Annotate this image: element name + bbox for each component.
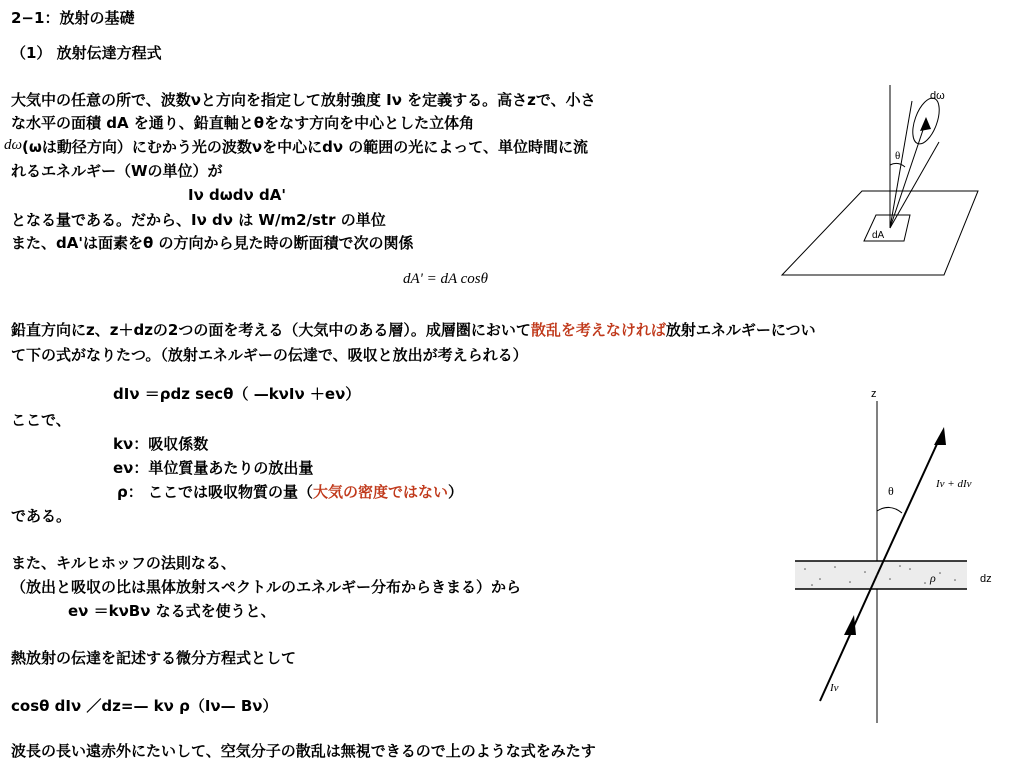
solid-angle-figure <box>780 83 980 288</box>
fig2-I-plus-dI: Iν + dIν <box>936 478 972 490</box>
beam-lower-arrowhead <box>844 615 856 635</box>
beam-upper <box>877 433 942 575</box>
kokode-label: ここで、 <box>11 411 71 429</box>
def-k: kν：吸収係数 <box>113 435 209 453</box>
para1-line1: 大気中の任意の所で、波数νと方向を指定して放射強度 Iν を定義する。高さzで、小さ <box>11 91 596 109</box>
beam-upper-arrowhead <box>934 427 946 445</box>
beam-lower <box>820 575 877 701</box>
section-subheading: （1） 放射伝達方程式 <box>11 44 162 62</box>
def-rho-highlight: 大気の密度ではない <box>312 483 448 501</box>
para1-line3: (ωは動径方向）にむかう光の波数νを中心にdν の範囲の光によって、単位時間に流 <box>22 138 588 156</box>
theta-arc-2 <box>877 507 902 513</box>
fig2-dz: dz <box>980 573 992 585</box>
fig1-theta: θ <box>895 150 901 162</box>
formula1: Iν dωdν dA' <box>188 186 286 204</box>
heat-line: 熱放射の伝達を記述する微分方程式として <box>11 649 297 667</box>
fig2-rho: ρ <box>930 571 936 585</box>
def-e: eν：単位質量あたりの放出量 <box>113 459 314 477</box>
para2-line1: となる量である。だから、Iν dν は W/m2/str の単位 <box>11 211 386 229</box>
domega-inline: dω <box>4 137 23 153</box>
fig2-I: Iν <box>830 682 839 694</box>
def-rho: ρ： ここでは吸収物質の量（大気の密度ではない） <box>117 483 463 501</box>
para2-line2: また、dA'は面素をθ の方向から見た時の断面積で次の関係 <box>11 234 414 252</box>
formula2: dA' = dA cosθ <box>403 271 488 287</box>
fig2-theta: θ <box>888 484 894 498</box>
layer-figure <box>790 383 1005 723</box>
kirchhoff-line1: また、キルヒホッフの法則なる、 <box>11 554 236 572</box>
page-heading: 2−1：放射の基礎 <box>11 9 135 27</box>
last-line: 波長の長い遠赤外にたいして、空気分子の散乱は無視できるので上のような式をみたす <box>11 742 596 760</box>
equation-1: dIν ＝ρdz secθ（ —kνIν ＋eν） <box>113 385 361 403</box>
dA-patch <box>864 215 910 241</box>
kirchhoff-line2: （放出と吸収の比は黒体放射スペクトルのエネルギー分布からきまる）から <box>11 578 522 596</box>
cone-arrowhead <box>920 117 931 131</box>
para1-line4: れるエネルギー（Wの単位）が <box>11 162 223 180</box>
para1-line2: な水平の面積 dA を通り、鉛直軸とθをなす方向を中心とした立体角 <box>11 114 475 132</box>
para3-highlight: 散乱を考えなければ <box>530 321 666 339</box>
para3-line2: て下の式がなりたつ。（放射エネルギーの伝達で、吸収と放出が考えられる） <box>11 346 528 364</box>
fig1-dA: dA <box>872 230 885 241</box>
fig1-domega: dω <box>930 90 945 102</box>
kirchhoff-line3: eν ＝kνBν なる式を使うと、 <box>68 602 276 620</box>
fig2-z: z <box>871 388 877 400</box>
dearu: である。 <box>11 507 72 525</box>
equation-2: cosθ dIν ／dz=— kν ρ（Iν— Bν） <box>11 697 278 715</box>
theta-arc <box>890 163 905 167</box>
para3-line1: 鉛直方向にz、z＋dzの2つの面を考える（大気中のある層）。成層圏において散乱を考えなければ放射エネルギーについ <box>11 321 816 339</box>
